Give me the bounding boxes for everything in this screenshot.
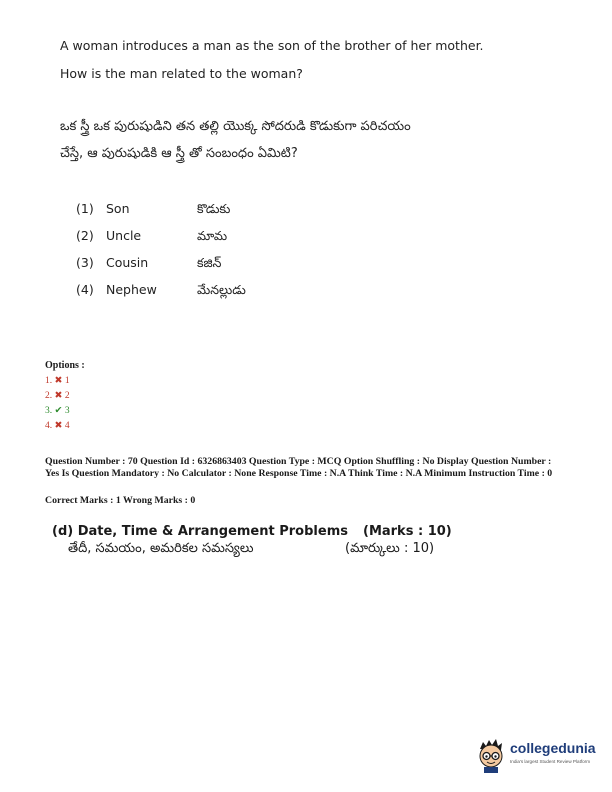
section-marks: (Marks : 10): [363, 524, 452, 539]
option-index: 1.: [45, 376, 53, 386]
question-telugu-line-1: ఒక స్త్రీ ఒక పురుషుడిని తన తల్లి యొక్క సోదరుడి కొడుకుగా పరిచయం: [60, 119, 411, 134]
question-english-line-2: How is the man related to the woman?: [60, 66, 303, 81]
option-value: 1: [64, 376, 70, 386]
section-marks-telugu: (మార్కులు : 10): [345, 541, 435, 556]
option-value: 2: [64, 391, 70, 401]
mascot-icon: [474, 737, 508, 773]
section-title: (d) Date, Time & Arrangement Problems: [52, 524, 348, 539]
collegedunia-logo: [474, 735, 606, 775]
question-telugu-line-2: చేస్తే, ఆ పురుషుడికి ఆ స్త్రీ తో సంబంధం ఏమిటి?: [60, 146, 298, 161]
answer-telugu: కజిన్: [197, 255, 222, 270]
cross-icon: ✖: [54, 391, 63, 401]
answer-telugu: మామ: [197, 228, 228, 243]
option-value: 4: [64, 421, 70, 431]
option-line: [45, 375, 70, 386]
cross-icon: ✖: [54, 421, 63, 431]
question-english-line-1: A woman introduces a man as the son of the brother of her mother.: [60, 38, 484, 53]
answer-number: (3): [76, 255, 94, 270]
marks-info: Correct Marks : 1 Wrong Marks : 0: [45, 495, 196, 506]
answer-number: (1): [76, 201, 94, 216]
option-index: 2.: [45, 391, 53, 401]
option-index: 3.: [45, 406, 53, 416]
section-title-telugu: తేదీ, సమయం, అమరికల సమస్యలు: [68, 541, 254, 556]
option-line: [45, 390, 70, 401]
option-value: 3: [64, 406, 70, 416]
cross-icon: ✖: [54, 376, 63, 386]
answer-number: (2): [76, 228, 94, 243]
answer-english: Cousin: [106, 255, 149, 270]
check-icon: ✔: [54, 406, 63, 416]
option-line: [45, 405, 70, 416]
option-line: [45, 420, 70, 431]
options-heading: Options :: [45, 360, 85, 371]
answer-telugu: కొడుకు: [197, 201, 231, 216]
answer-english: Uncle: [106, 228, 142, 243]
answer-telugu: మేనల్లుడు: [197, 282, 246, 297]
question-metadata: Question Number : 70 Question Id : 6326863403 Question Type : MCQ Option Shuffling : No Display Question Number : Yes Is Question Mandatory : No Calculator : None Response Time : N.A Think Time : N.A Minimum Instruction Time : 0: [45, 456, 553, 479]
answer-english: Nephew: [106, 282, 157, 297]
option-index: 4.: [45, 421, 53, 431]
answer-number: (4): [76, 282, 94, 297]
answer-english: Son: [106, 201, 130, 216]
logo-tagline: India's largest Student Review Platform: [510, 759, 591, 764]
logo-name: collegedunia: [510, 740, 596, 756]
